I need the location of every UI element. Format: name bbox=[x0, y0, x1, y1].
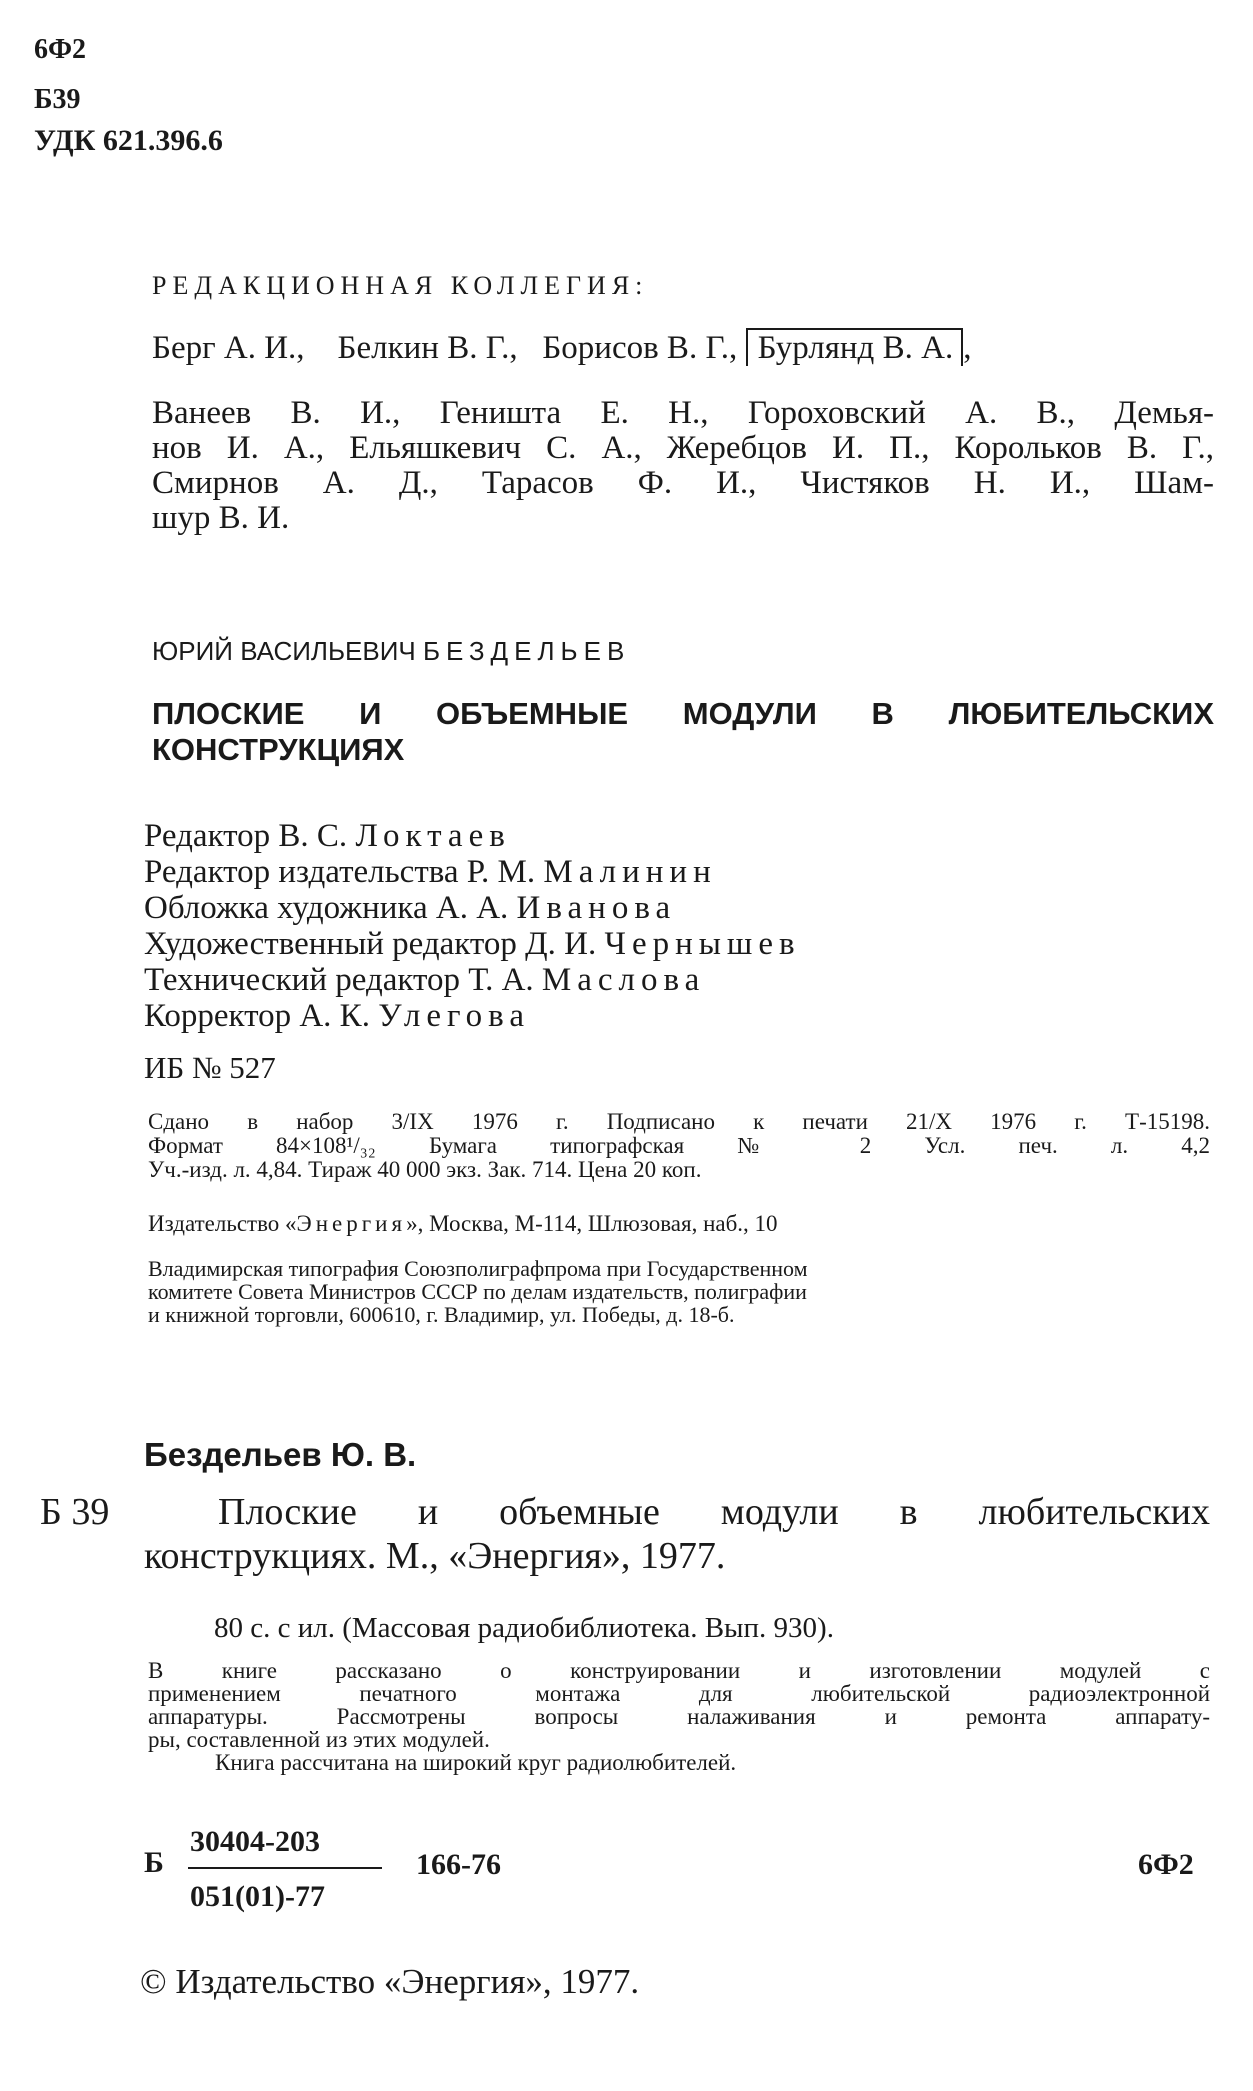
author-name bbox=[152, 636, 630, 667]
annotation-audience: Книга рассчитана на широкий круг радиолюбителей. bbox=[215, 1750, 737, 1775]
index-denominator: 051(01)-77 bbox=[190, 1880, 325, 1913]
credit-line bbox=[144, 926, 801, 962]
board-member: Борисов В. Г., bbox=[542, 330, 738, 366]
board-member: Белкин В. Г., bbox=[337, 330, 518, 366]
board-line: шур В. И. bbox=[152, 500, 290, 536]
annotation-line: применением печатного монтажа для любительской радиоэлектронной bbox=[148, 1681, 1210, 1706]
credits bbox=[144, 818, 801, 1034]
credit-role: Корректор А. К. bbox=[144, 998, 370, 1034]
classification-code: Б39 bbox=[34, 84, 81, 115]
ib-number: ИБ № 527 bbox=[144, 1050, 276, 1085]
board-line: нов И. А., Ельяшкевич С. А., Жеребцов И. П., Корольков В. Г., bbox=[152, 430, 1214, 466]
board-member: Берг А. И., bbox=[152, 330, 305, 366]
credit-name: Локтаев bbox=[355, 818, 511, 854]
credit-line bbox=[144, 818, 801, 854]
credit-role: Обложка художника А. А. bbox=[144, 890, 509, 926]
catalog-title bbox=[218, 1490, 1210, 1534]
annotation-line: В книге рассказано о конструировании и изготовлении модулей с bbox=[148, 1658, 1210, 1683]
copyright-line bbox=[140, 1962, 639, 2002]
index-numerator: 30404-203 bbox=[190, 1825, 320, 1858]
index-number: 166-76 bbox=[416, 1848, 501, 1881]
credit-role: Редактор издательства Р. М. bbox=[144, 854, 536, 890]
board-line-1 bbox=[152, 330, 971, 367]
author-surname: БЕЗДЕЛЬЕВ bbox=[422, 636, 631, 666]
credit-line bbox=[144, 998, 801, 1034]
book-title bbox=[152, 696, 1214, 768]
annotation-line: ры, составленной из этих модулей. bbox=[148, 1727, 490, 1752]
credit-role: Технический редактор Т. А. bbox=[144, 962, 534, 998]
credit-line bbox=[144, 854, 801, 890]
classification-code: 6Ф2 bbox=[34, 34, 87, 65]
book-title-line: ПЛОСКИЕ И ОБЪЕМНЫЕ МОДУЛИ В ЛЮБИТЕЛЬСКИХ bbox=[152, 696, 1214, 731]
index-letter: Б bbox=[144, 1846, 164, 1879]
credit-name: Улегова bbox=[378, 998, 530, 1034]
book-title-line: КОНСТРУКЦИЯХ bbox=[152, 732, 405, 767]
credit-name: Чернышев bbox=[604, 926, 801, 962]
catalog-title-line: конструкциях. М., «Энергия», 1977. bbox=[144, 1535, 726, 1577]
publisher-address bbox=[148, 1211, 778, 1237]
publisher-suffix: », Москва, М-114, Шлюзовая, наб., 10 bbox=[406, 1211, 778, 1236]
credit-line bbox=[144, 890, 801, 926]
printer-line: и книжной торговли, 600610, г. Владимир, ул. Победы, д. 18-б. bbox=[148, 1302, 735, 1327]
imprint-line: Формат 84×108¹/₃₂ Бумага типографская № 2 Усл. печ. л. 4,2 bbox=[148, 1133, 1210, 1158]
credit-name: Маслова bbox=[541, 962, 706, 998]
author-first-names: ЮРИЙ ВАСИЛЬЕВИЧ bbox=[152, 636, 416, 666]
catalog-pages: 80 с. с ил. (Массовая радиобиблиотека. Вып. 930). bbox=[214, 1612, 834, 1644]
board-line: Смирнов А. Д., Тарасов Ф. И., Чистяков Н. И., Шам- bbox=[152, 465, 1214, 501]
board-members bbox=[152, 396, 1214, 536]
annotation-line: аппаратуры. Рассмотрены вопросы налаживания и ремонта аппарату- bbox=[148, 1704, 1210, 1729]
catalog-annotation bbox=[148, 1659, 1210, 1774]
credit-name: Иванова bbox=[516, 890, 677, 926]
publisher-name: Энергия bbox=[296, 1211, 407, 1236]
printer-line: комитете Совета Министров СССР по делам издательств, полиграфии bbox=[148, 1279, 807, 1304]
board-line: Ванеев В. И., Геништа Е. Н., Гороховский А. В., Демья- bbox=[152, 395, 1214, 431]
shelf-mark: Б 39 bbox=[40, 1491, 110, 1533]
credit-role: Редактор В. С. bbox=[144, 818, 348, 854]
publisher-prefix: Издательство « bbox=[148, 1211, 297, 1236]
printer-line: Владимирская типография Союзполиграфпрома при Государственном bbox=[148, 1256, 808, 1281]
credit-line bbox=[144, 962, 801, 998]
board-member-boxed: Бурлянд В. А. bbox=[746, 328, 964, 366]
credit-name: Малинин bbox=[543, 854, 717, 890]
imprint-line: Уч.-изд. л. 4,84. Тираж 40 000 экз. Зак. 714. Цена 20 коп. bbox=[148, 1157, 702, 1182]
catalog-author: Бездельев Ю. В. bbox=[144, 1436, 417, 1473]
imprint-line: Сдано в набор 3/IX 1976 г. Подписано к печати 21/X 1976 г. Т-15198. bbox=[148, 1109, 1210, 1134]
catalog-title-line: Плоские и объемные модули в любительских bbox=[218, 1491, 1210, 1533]
credit-role: Художественный редактор Д. И. bbox=[144, 926, 597, 962]
copyright-text: Издательство «Энергия», 1977. bbox=[175, 1962, 640, 2001]
board-heading: РЕДАКЦИОННАЯ КОЛЛЕГИЯ: bbox=[152, 271, 649, 300]
index-fraction-bar bbox=[188, 1867, 382, 1869]
printer-info bbox=[148, 1257, 1148, 1326]
index-class: 6Ф2 bbox=[1138, 1848, 1194, 1881]
copyright-icon: © bbox=[140, 1962, 167, 2001]
board-member-comma: , bbox=[963, 330, 972, 366]
udc-code: УДК 621.396.6 bbox=[34, 124, 223, 157]
imprint bbox=[148, 1110, 1210, 1182]
